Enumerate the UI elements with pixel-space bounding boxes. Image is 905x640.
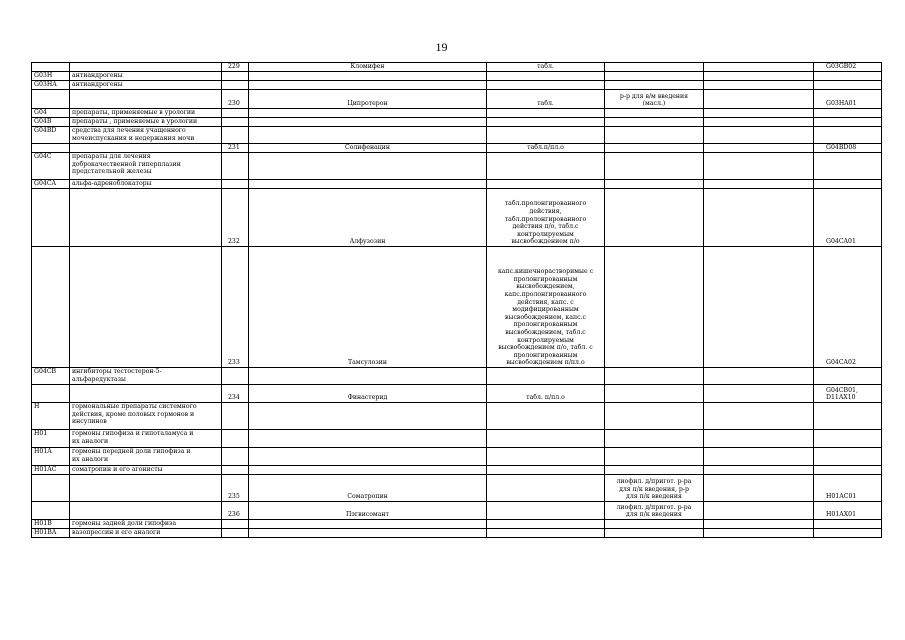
blank-cell xyxy=(704,127,814,144)
atc-ref-cell xyxy=(814,180,882,189)
item-number-cell xyxy=(222,109,249,118)
atc-code-cell xyxy=(32,63,70,72)
group-name-cell: средства для лечения учащенного мочеиспускания и недержания мочи xyxy=(70,127,222,144)
dosage-form-cell xyxy=(487,118,605,127)
table-row xyxy=(32,109,882,118)
blank-cell xyxy=(704,475,814,502)
table-row xyxy=(32,90,882,109)
drug-name-cell: Тамсулозин xyxy=(249,247,487,368)
blank-cell xyxy=(704,448,814,466)
dosage-form-cell xyxy=(487,430,605,448)
atc-ref-cell xyxy=(814,448,882,466)
injection-form-cell xyxy=(605,81,704,90)
table-row xyxy=(32,189,882,247)
atc-code-cell xyxy=(32,475,70,502)
injection-form-cell xyxy=(605,127,704,144)
group-name-cell: альфа-адреноблокаторы xyxy=(70,180,222,189)
table-row xyxy=(32,475,882,502)
blank-cell xyxy=(704,118,814,127)
drug-name-cell xyxy=(249,118,487,127)
dosage-form-cell xyxy=(487,502,605,520)
atc-code-cell: G04B xyxy=(32,118,70,127)
drug-name-cell xyxy=(249,466,487,475)
atc-code-cell: G04CA xyxy=(32,180,70,189)
atc-code-cell: G04CB xyxy=(32,368,70,385)
blank-cell xyxy=(704,502,814,520)
blank-cell xyxy=(704,529,814,538)
drug-name-cell: Ципротерон xyxy=(249,90,487,109)
item-number-cell: 232 xyxy=(222,189,249,247)
atc-code-cell xyxy=(32,247,70,368)
drug-name-cell: Пэгвисомант xyxy=(249,502,487,520)
injection-form-cell: лиофил. д/пригот. р-ра для п/к введения xyxy=(605,502,704,520)
drug-list-table xyxy=(31,62,882,538)
item-number-cell xyxy=(222,127,249,144)
table-row xyxy=(32,127,882,144)
table-row xyxy=(32,72,882,81)
item-number-cell xyxy=(222,466,249,475)
table-row xyxy=(32,448,882,466)
dosage-form-cell xyxy=(487,153,605,180)
table-row xyxy=(32,466,882,475)
injection-form-cell xyxy=(605,109,704,118)
item-number-cell: 234 xyxy=(222,385,249,403)
group-name-cell: ингибиторы тестостерон-5- альфаредуктазы xyxy=(70,368,222,385)
table-row xyxy=(32,502,882,520)
table-row xyxy=(32,520,882,529)
dosage-form-cell xyxy=(487,127,605,144)
drug-name-cell xyxy=(249,81,487,90)
dosage-form-cell xyxy=(487,403,605,430)
table-row xyxy=(32,118,882,127)
drug-name-cell xyxy=(249,448,487,466)
atc-ref-cell: G04CA02 xyxy=(814,247,882,368)
injection-form-cell xyxy=(605,189,704,247)
blank-cell xyxy=(704,144,814,153)
group-name-cell: соматропин и его агонисты xyxy=(70,466,222,475)
atc-ref-cell xyxy=(814,529,882,538)
item-number-cell xyxy=(222,368,249,385)
atc-code-cell: G03H xyxy=(32,72,70,81)
atc-ref-cell xyxy=(814,72,882,81)
injection-form-cell xyxy=(605,430,704,448)
dosage-form-cell xyxy=(487,368,605,385)
blank-cell xyxy=(704,430,814,448)
atc-code-cell xyxy=(32,189,70,247)
item-number-cell: 230 xyxy=(222,90,249,109)
atc-ref-cell: G04CB01, D11AX10 xyxy=(814,385,882,403)
blank-cell xyxy=(704,466,814,475)
group-name-cell xyxy=(70,90,222,109)
item-number-cell xyxy=(222,72,249,81)
injection-form-cell: лиофил. д/пригот. р-ра для п/к введения, р-р для п/к введения xyxy=(605,475,704,502)
table-row xyxy=(32,180,882,189)
atc-ref-cell: G03HA01 xyxy=(814,90,882,109)
drug-name-cell xyxy=(249,403,487,430)
drug-name-cell xyxy=(249,153,487,180)
atc-ref-cell xyxy=(814,520,882,529)
table-row xyxy=(32,403,882,430)
atc-code-cell xyxy=(32,385,70,403)
drug-name-cell xyxy=(249,430,487,448)
atc-code-cell: H xyxy=(32,403,70,430)
item-number-cell xyxy=(222,448,249,466)
atc-code-cell: G04 xyxy=(32,109,70,118)
dosage-form-cell: табл. xyxy=(487,63,605,72)
item-number-cell xyxy=(222,118,249,127)
atc-ref-cell xyxy=(814,368,882,385)
group-name-cell: препараты , применяемые в урологии xyxy=(70,118,222,127)
group-name-cell: антиандрогены xyxy=(70,72,222,81)
atc-code-cell: G04BD xyxy=(32,127,70,144)
blank-cell xyxy=(704,520,814,529)
drug-name-cell xyxy=(249,520,487,529)
dosage-form-cell xyxy=(487,475,605,502)
table-row xyxy=(32,144,882,153)
dosage-form-cell: табл.п/пл.о xyxy=(487,144,605,153)
dosage-form-cell xyxy=(487,466,605,475)
drug-name-cell: Финастерид xyxy=(249,385,487,403)
injection-form-cell xyxy=(605,180,704,189)
item-number-cell xyxy=(222,153,249,180)
item-number-cell xyxy=(222,403,249,430)
item-number-cell xyxy=(222,81,249,90)
group-name-cell: препараты для лечения доброкачественной гиперплазии предстательной железы xyxy=(70,153,222,180)
injection-form-cell xyxy=(605,520,704,529)
group-name-cell xyxy=(70,144,222,153)
dosage-form-cell xyxy=(487,520,605,529)
dosage-form-cell xyxy=(487,81,605,90)
injection-form-cell xyxy=(605,385,704,403)
dosage-form-cell xyxy=(487,180,605,189)
group-name-cell xyxy=(70,247,222,368)
atc-ref-cell xyxy=(814,153,882,180)
injection-form-cell xyxy=(605,63,704,72)
table-row xyxy=(32,81,882,90)
atc-ref-cell xyxy=(814,118,882,127)
dosage-form-cell: капс.кишечнорастворимые с пролонгированным высвобождением, капс.пролонгированного действия, капс. с модифицированным высвобождением, капс.с пролонгированным высвобождением, табл.с контролируемым высвобождением п/о, табл. с пролонгированным высвобождением п/пл.о xyxy=(487,247,605,368)
dosage-form-cell xyxy=(487,72,605,81)
table-row xyxy=(32,63,882,72)
atc-ref-cell xyxy=(814,430,882,448)
group-name-cell xyxy=(70,385,222,403)
atc-code-cell xyxy=(32,144,70,153)
injection-form-cell xyxy=(605,368,704,385)
table-row xyxy=(32,529,882,538)
item-number-cell: 229 xyxy=(222,63,249,72)
atc-ref-cell: H01AC01 xyxy=(814,475,882,502)
blank-cell xyxy=(704,72,814,81)
drug-name-cell xyxy=(249,180,487,189)
group-name-cell: вазопрессин и его аналоги xyxy=(70,529,222,538)
group-name-cell: гормоны задней доли гипофиза xyxy=(70,520,222,529)
table-row xyxy=(32,385,882,403)
injection-form-cell xyxy=(605,153,704,180)
atc-code-cell: G04C xyxy=(32,153,70,180)
atc-ref-cell xyxy=(814,403,882,430)
page-number: 19 xyxy=(435,40,448,54)
dosage-form-cell xyxy=(487,529,605,538)
item-number-cell: 231 xyxy=(222,144,249,153)
item-number-cell xyxy=(222,430,249,448)
atc-ref-cell xyxy=(814,127,882,144)
atc-code-cell: H01 xyxy=(32,430,70,448)
dosage-form-cell: табл. xyxy=(487,90,605,109)
blank-cell xyxy=(704,153,814,180)
atc-ref-cell xyxy=(814,466,882,475)
blank-cell xyxy=(704,403,814,430)
injection-form-cell xyxy=(605,466,704,475)
item-number-cell xyxy=(222,520,249,529)
dosage-form-cell xyxy=(487,448,605,466)
atc-code-cell xyxy=(32,90,70,109)
drug-list-body xyxy=(32,63,882,538)
table-row xyxy=(32,247,882,368)
drug-name-cell: Кломифен xyxy=(249,63,487,72)
dosage-form-cell xyxy=(487,109,605,118)
table-row xyxy=(32,430,882,448)
atc-code-cell xyxy=(32,502,70,520)
item-number-cell xyxy=(222,529,249,538)
blank-cell xyxy=(704,63,814,72)
group-name-cell: гормоны гипофиза и гипоталамуса и их аналоги xyxy=(70,430,222,448)
atc-code-cell: H01B xyxy=(32,520,70,529)
atc-code-cell: H01BA xyxy=(32,529,70,538)
blank-cell xyxy=(704,109,814,118)
item-number-cell xyxy=(222,180,249,189)
blank-cell xyxy=(704,81,814,90)
item-number-cell: 236 xyxy=(222,502,249,520)
atc-ref-cell: G04CA01 xyxy=(814,189,882,247)
blank-cell xyxy=(704,385,814,403)
injection-form-cell xyxy=(605,529,704,538)
injection-form-cell xyxy=(605,144,704,153)
group-name-cell: антиандрогены xyxy=(70,81,222,90)
injection-form-cell xyxy=(605,118,704,127)
group-name-cell xyxy=(70,475,222,502)
group-name-cell xyxy=(70,189,222,247)
atc-ref-cell: G04BD08 xyxy=(814,144,882,153)
blank-cell xyxy=(704,180,814,189)
table-row xyxy=(32,153,882,180)
drug-name-cell xyxy=(249,72,487,81)
injection-form-cell xyxy=(605,72,704,81)
atc-ref-cell xyxy=(814,81,882,90)
drug-name-cell xyxy=(249,529,487,538)
drug-name-cell: Алфузозин xyxy=(249,189,487,247)
drug-name-cell xyxy=(249,127,487,144)
atc-ref-cell xyxy=(814,109,882,118)
drug-name-cell: Соматропин xyxy=(249,475,487,502)
item-number-cell: 233 xyxy=(222,247,249,368)
atc-ref-cell: G03GB02 xyxy=(814,63,882,72)
group-name-cell xyxy=(70,63,222,72)
group-name-cell: гормоны передней доли гипофиза и их аналоги xyxy=(70,448,222,466)
drug-name-cell: Солифенацин xyxy=(249,144,487,153)
injection-form-cell: р-р для в/м введения (масл.) xyxy=(605,90,704,109)
atc-code-cell: H01A xyxy=(32,448,70,466)
group-name-cell: препараты, применяемые в урологии xyxy=(70,109,222,118)
injection-form-cell xyxy=(605,247,704,368)
atc-code-cell: G03HA xyxy=(32,81,70,90)
atc-code-cell: H01AC xyxy=(32,466,70,475)
dosage-form-cell: табл. п/пл.о xyxy=(487,385,605,403)
blank-cell xyxy=(704,90,814,109)
injection-form-cell xyxy=(605,448,704,466)
blank-cell xyxy=(704,189,814,247)
drug-name-cell xyxy=(249,109,487,118)
blank-cell xyxy=(704,368,814,385)
drug-name-cell xyxy=(249,368,487,385)
dosage-form-cell: табл.пролонгированного действия, табл.пролонгированного действия п/о, табл.с контролируемым высвобождением п/о xyxy=(487,189,605,247)
group-name-cell xyxy=(70,502,222,520)
table-row xyxy=(32,368,882,385)
item-number-cell: 235 xyxy=(222,475,249,502)
injection-form-cell xyxy=(605,403,704,430)
atc-ref-cell: H01AX01 xyxy=(814,502,882,520)
blank-cell xyxy=(704,247,814,368)
group-name-cell: гормональные препараты системного действия, кроме половых гормонов и инсулинов xyxy=(70,403,222,430)
